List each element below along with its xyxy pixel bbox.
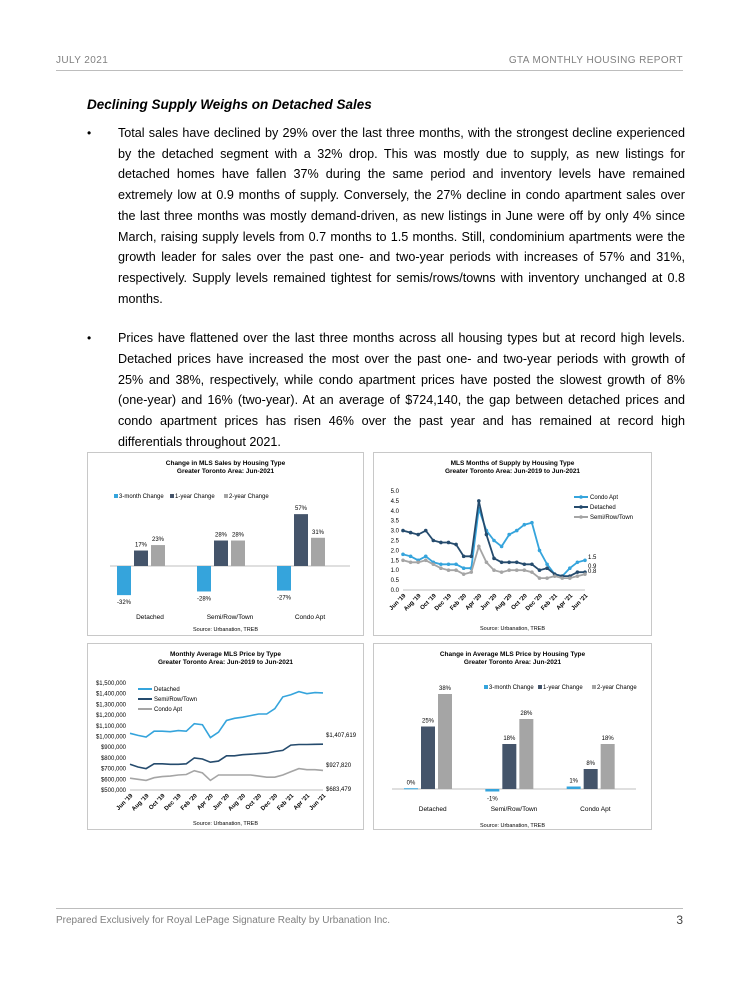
series-point (583, 559, 587, 563)
x-tick-label: Feb '21 (540, 593, 560, 612)
x-tick-label: Apr '20 (464, 593, 484, 612)
y-tick-label: 4.5 (390, 498, 399, 505)
header-report-title: GTA MONTHLY HOUSING REPORT (508, 55, 683, 66)
y-tick-label: 3.0 (390, 528, 399, 535)
data-label: -1% (486, 796, 498, 803)
data-label: 28% (214, 532, 228, 539)
data-label: 17% (134, 542, 148, 549)
legend-marker (579, 505, 583, 509)
data-label: 8% (586, 761, 596, 767)
series-point (424, 529, 428, 533)
series-point (500, 545, 504, 549)
end-label: 0.8 (588, 569, 597, 575)
months-supply-chart (373, 452, 652, 636)
legend-label: 3-month Change (119, 494, 164, 500)
series-point (500, 560, 504, 564)
bar (294, 514, 308, 566)
series-point (409, 531, 413, 535)
bar (134, 551, 148, 566)
sales-change-chart-svg (88, 453, 363, 635)
x-tick-label: Feb '20 (449, 593, 469, 612)
data-label: 18% (601, 736, 614, 742)
bullet-icon: • (87, 126, 92, 140)
y-tick-label: $500,000 (100, 788, 126, 794)
legend-swatch (484, 685, 488, 689)
legend-label: Detached (590, 505, 616, 511)
bar (421, 727, 435, 790)
series-point (485, 560, 489, 564)
data-label: 28% (520, 711, 533, 717)
legend-label: 2-year Change (597, 685, 637, 691)
series-point (447, 562, 451, 566)
x-tick-label: Aug '19 (403, 593, 423, 613)
series-point (401, 559, 405, 563)
series-point (469, 555, 473, 559)
end-label: $927,820 (326, 763, 352, 769)
series-point (507, 533, 511, 537)
series-line (130, 744, 323, 768)
category-label: Detached (418, 806, 447, 813)
x-tick-label: Feb '21 (276, 793, 296, 812)
x-tick-label: Apr '21 (555, 593, 575, 612)
x-tick-label: Aug '20 (494, 593, 514, 613)
x-tick-label: Oct '19 (419, 593, 438, 612)
series-point (568, 576, 572, 580)
series-point (523, 523, 527, 527)
category-label: Semi/Row/Town (206, 614, 254, 621)
bar (438, 694, 452, 789)
series-point (523, 562, 527, 566)
page-number: 3 (676, 913, 683, 927)
y-tick-label: 5.0 (390, 489, 399, 495)
y-tick-label: $1,300,000 (95, 702, 126, 709)
series-point (469, 570, 473, 574)
bar (311, 538, 325, 566)
series-point (439, 541, 443, 545)
chart-subtitle: Greater Toronto Area: Jun-2021 (463, 659, 562, 666)
bullet-text: Prices have flattened over the last three months across all housing types but at record high levels. Detached prices have increased the most over the past one- and two-year periods with growth of 25% and 38%, respectively, while condo apartment prices have posted the slowest growth of 8% (one-year) and 16% (two-year). At an average of $724,140, the gap between detached prices and condo apartment prices has risen 46% over the past year and has remained at record high differentials throughout 2021. (118, 331, 685, 449)
series-point (492, 539, 496, 543)
x-tick-label: Jun '21 (570, 593, 590, 612)
bar (502, 744, 516, 789)
sales-change-chart (87, 452, 364, 636)
series-point (553, 574, 557, 578)
series-point (424, 555, 428, 559)
bar (519, 719, 533, 789)
series-point (492, 568, 496, 572)
x-tick-label: Oct '20 (510, 593, 529, 612)
series-point (416, 533, 420, 537)
y-tick-label: 1.0 (390, 568, 399, 575)
chart-title: Monthly Average MLS Price by Type (169, 651, 282, 658)
end-label: 0.9 (588, 564, 597, 570)
y-tick-label: 0.0 (390, 588, 399, 594)
y-tick-label: 2.5 (390, 538, 399, 545)
x-tick-label: Apr '20 (196, 793, 215, 812)
chart-title: MLS Months of Supply by Housing Type (450, 460, 575, 467)
series-point (507, 560, 511, 564)
bar (601, 744, 615, 789)
series-point (515, 529, 519, 533)
chart-title: Change in Average MLS Price by Housing Type (439, 651, 586, 658)
series-point (523, 568, 527, 572)
x-tick-label: Dec '20 (260, 793, 280, 813)
y-tick-label: 4.0 (390, 508, 399, 515)
series-point (462, 555, 466, 559)
x-tick-label: Jun '20 (212, 793, 231, 812)
end-label: $1,407,619 (326, 733, 357, 739)
chart-subtitle: Greater Toronto Area: Jun-2019 to Jun-2021 (157, 659, 294, 666)
chart-source: Source: Urbanation, TREB (192, 821, 259, 827)
legend-label: Semi/Row/Town (590, 515, 634, 521)
header-rule (56, 70, 683, 71)
price-change-chart (373, 643, 652, 830)
legend-label: 2-year Change (229, 494, 269, 500)
series-point (576, 574, 580, 578)
category-label: Semi/Row/Town (490, 806, 538, 813)
chart-source: Source: Urbanation, TREB (192, 627, 259, 633)
series-point (545, 576, 549, 580)
legend-swatch (592, 685, 596, 689)
series-point (432, 539, 436, 543)
bar (584, 769, 598, 789)
y-tick-label: $900,000 (100, 745, 126, 752)
y-tick-label: 3.5 (390, 518, 399, 525)
series-point (530, 570, 534, 574)
series-point (576, 570, 580, 574)
bar (214, 541, 228, 566)
legend-label: Semi/Row/Town (154, 697, 198, 703)
series-point (538, 568, 542, 572)
series-point (401, 553, 405, 557)
series-point (560, 576, 564, 580)
data-label: 23% (151, 537, 165, 544)
months-supply-chart-svg (374, 453, 651, 635)
series-point (454, 543, 458, 547)
legend-marker (579, 495, 583, 499)
x-tick-label: Jun '19 (115, 793, 135, 812)
y-tick-label: 0.5 (390, 578, 399, 585)
header-date: JULY 2021 (56, 55, 109, 66)
average-price-chart (87, 643, 364, 830)
data-label: 31% (311, 529, 325, 536)
series-point (545, 566, 549, 570)
y-tick-label: $1,200,000 (95, 713, 126, 720)
data-label: 28% (231, 532, 245, 539)
bar (567, 787, 581, 790)
series-point (454, 562, 458, 566)
bar (277, 566, 291, 591)
series-point (416, 560, 420, 564)
x-tick-label: Dec '20 (524, 593, 544, 613)
end-label: 1.5 (588, 555, 597, 561)
x-tick-label: Apr '21 (292, 793, 312, 812)
series-point (507, 568, 511, 572)
series-point (530, 562, 534, 566)
series-point (447, 568, 451, 572)
series-point (447, 541, 451, 545)
bar (404, 788, 418, 789)
y-tick-label: $700,000 (100, 766, 126, 773)
x-tick-label: Dec '19 (163, 793, 183, 813)
x-tick-label: Jun '21 (308, 793, 328, 812)
data-label: -32% (116, 600, 132, 607)
data-label: 57% (294, 506, 308, 513)
series-point (576, 560, 580, 564)
bullet-item (87, 328, 685, 452)
series-point (401, 529, 405, 533)
series-line (403, 546, 585, 578)
end-label: $683,479 (326, 787, 352, 793)
bullet-icon: • (87, 331, 92, 346)
y-tick-label: $1,100,000 (95, 723, 126, 730)
series-point (462, 572, 466, 576)
data-label: -28% (196, 596, 212, 603)
series-point (439, 566, 443, 570)
bullet-list (87, 123, 685, 472)
y-tick-label: $1,000,000 (95, 734, 126, 741)
bar (231, 541, 245, 566)
series-point (409, 555, 413, 559)
series-point (583, 572, 587, 576)
data-label: 25% (421, 718, 435, 725)
y-tick-label: 2.0 (390, 548, 399, 555)
bullet-text: Total sales have declined by 29% over the last three months, with the strongest decline experienced by the detached segment with a 32% drop. This was mostly due to supply, as new listings for detached homes have fallen 37% during the same period and inventory levels have remained extremely low at 0.9 months of supply. Conversely, the 27% decline in condo apartment sales over the last three months was mostly demand-driven, as new listings in June were off by only 4% since March, raising supply levels from 0.7 months to 1.5 months. Still, condominium apartments were the growth leader for sales over the past one- and two-year periods with increases of 57% and 31%, respectively. Supply levels remained tightest for semis/rows/towns with inventory unchanged at 0.8 months. (118, 126, 685, 306)
legend-swatch (170, 494, 174, 498)
legend-label: Condo Apt (590, 495, 619, 501)
bar (485, 789, 499, 792)
x-tick-label: Oct '20 (244, 793, 264, 812)
bar (197, 566, 211, 591)
legend-swatch (114, 494, 118, 498)
series-point (409, 560, 413, 564)
series-point (477, 499, 481, 503)
series-point (432, 562, 436, 566)
y-tick-label: $800,000 (100, 755, 126, 762)
series-line (403, 501, 585, 576)
series-line (130, 769, 323, 781)
x-tick-label: Aug '20 (227, 793, 247, 813)
y-tick-label: 1.5 (390, 558, 399, 565)
chart-title: Change in MLS Sales by Housing Type (165, 460, 286, 467)
bullet-item (87, 123, 685, 309)
series-point (477, 545, 481, 549)
chart-source: Source: Urbanation, TREB (479, 823, 546, 829)
series-point (485, 533, 489, 537)
chart-subtitle: Greater Toronto Area: Jun-2019 to Jun-2021 (444, 468, 581, 475)
series-point (538, 576, 542, 580)
series-point (454, 568, 458, 572)
category-label: Condo Apt (294, 614, 326, 621)
series-point (515, 560, 519, 564)
legend-swatch (538, 685, 542, 689)
series-point (545, 562, 549, 566)
x-tick-label: Aug '19 (131, 793, 151, 813)
series-point (424, 559, 428, 563)
legend-swatch (224, 494, 228, 498)
section-title: Declining Supply Weighs on Detached Sales (87, 97, 372, 112)
footer-rule (56, 908, 683, 909)
data-label: 1% (569, 778, 579, 785)
data-label: -27% (276, 595, 292, 602)
footer-credit: Prepared Exclusively for Royal LePage Signature Realty by Urbanation Inc. (56, 915, 391, 926)
series-point (439, 562, 443, 566)
series-line (403, 509, 585, 576)
legend-marker (579, 515, 583, 519)
x-tick-label: Oct '19 (148, 793, 167, 812)
data-label: 18% (503, 736, 516, 742)
legend-label: Condo Apt (154, 707, 183, 713)
data-label: 38% (438, 686, 452, 692)
series-point (500, 570, 504, 574)
bar (151, 545, 165, 566)
legend-label: 1-year Change (175, 494, 215, 500)
y-tick-label: $600,000 (100, 777, 126, 784)
data-label: 0% (406, 780, 416, 787)
chart-source: Source: Urbanation, TREB (479, 626, 546, 632)
legend-label: 3-month Change (489, 685, 534, 691)
series-point (515, 568, 519, 572)
series-point (530, 521, 534, 525)
average-price-chart-svg (88, 644, 363, 829)
price-change-chart-svg (374, 644, 651, 829)
legend-label: Detached (154, 687, 180, 693)
category-label: Detached (136, 614, 164, 621)
y-tick-label: $1,400,000 (95, 691, 126, 698)
y-tick-label: $1,500,000 (95, 681, 126, 687)
series-point (492, 557, 496, 561)
bar (117, 566, 131, 595)
series-point (568, 566, 572, 570)
x-tick-label: Dec '19 (433, 593, 453, 613)
chart-subtitle: Greater Toronto Area: Jun-2021 (176, 468, 275, 475)
category-label: Condo Apt (580, 806, 611, 813)
x-tick-label: Feb '20 (180, 793, 199, 812)
series-point (538, 549, 542, 553)
legend-label: 1-year Change (543, 685, 583, 691)
x-tick-label: Jun '19 (388, 593, 408, 612)
x-tick-label: Jun '20 (479, 593, 499, 612)
series-point (462, 566, 466, 570)
